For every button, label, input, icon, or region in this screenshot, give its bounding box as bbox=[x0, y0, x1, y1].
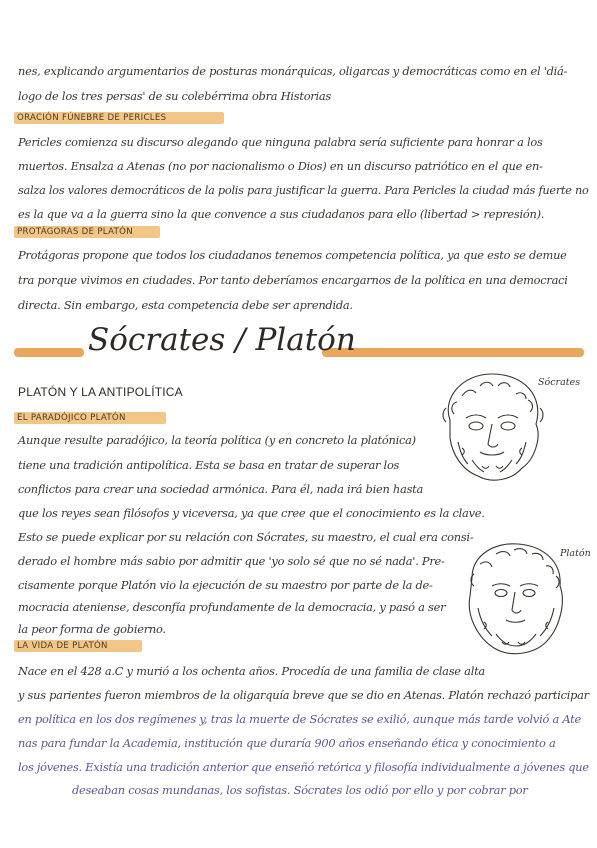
text-line: muertos. Ensalza a Atenas (no por nacionalismo o Dios) en un discurso patriótico en el que en- bbox=[18, 159, 543, 173]
text-line: Aunque resulte paradójico, la teoría política (y en concreto la platónica) bbox=[18, 433, 416, 447]
text-line: mocracia ateniense, desconfía profundamente de la democracia, y pasó a ser bbox=[18, 600, 446, 614]
section-label-protagoras: PROTÁGORAS DE PLATÓN bbox=[17, 227, 133, 237]
bust-label-socrates: Sócrates bbox=[538, 377, 581, 388]
bust-label-platon: Platón bbox=[560, 548, 591, 559]
text-line: nes, explicando argumentarios de posturas monárquicas, oligarcas y democráticas como en el 'diá- bbox=[18, 64, 568, 78]
text-line: logo de los tres persas' de su colebérrima obra Historias bbox=[18, 89, 332, 103]
text-line: tiene una tradición antipolítica. Esta se basa en tratar de superar los bbox=[18, 458, 400, 472]
section-label-vida: LA VIDA DE PLATÓN bbox=[17, 641, 108, 651]
platon-bust-drawing bbox=[456, 538, 574, 660]
socrates-bust-drawing bbox=[432, 368, 552, 486]
text-line: Protágoras propone que todos los ciudadanos tenemos competencia política, ya que esto se demue bbox=[18, 248, 567, 262]
text-line: Esto se puede explicar por su relación con Sócrates, su maestro, el cual era consi- bbox=[18, 530, 474, 544]
text-line: cisamente porque Platón vio la ejecución de su maestro por parte de la de- bbox=[18, 578, 433, 592]
text-line: que los reyes sean filósofos y viceversa, ya que cree que el conocimiento es la clave. bbox=[18, 506, 485, 520]
text-line: la peor forma de gobierno. bbox=[18, 622, 166, 636]
title-separator: / bbox=[235, 322, 246, 358]
text-line: Pericles comienza su discurso alegando que ninguna palabra sería suficiente para honrar a los bbox=[18, 135, 543, 149]
text-line: en política en los dos regímenes y, tras la muerte de Sócrates se exilió, aunque más tarde volvió a Ate bbox=[18, 712, 581, 726]
section-label-paradojico: EL PARADÓJICO PLATÓN bbox=[17, 413, 126, 423]
text-line: tra porque vivimos en ciudades. Por tanto deberíamos encargarnos de la política en una democraci bbox=[18, 273, 568, 287]
text-line: directa. Sin embargo, esta competencia debe ser aprendida. bbox=[18, 298, 353, 312]
text-line: Nace en el 428 a.C y murió a los ochenta años. Procedía de una familia de clase alta bbox=[18, 664, 485, 678]
title-bar-left bbox=[14, 348, 84, 357]
title-platon: Platón bbox=[255, 322, 356, 358]
text-line: derado el hombre más sabio por admitir que 'yo solo sé que no sé nada'. Pre- bbox=[18, 554, 445, 568]
text-line: es la que va a la guerra sino la que convence a sus ciudadanos para ello (libertad > represión). bbox=[18, 207, 545, 221]
text-line: conflictos para crear una sociedad armónica. Para él, nada irá bien hasta bbox=[18, 482, 424, 496]
text-line: nas para fundar la Academia, institución que duraría 900 años enseñando ética y conocimiento a bbox=[18, 736, 556, 750]
text-line: los jóvenes. Existía una tradición anterior que enseñó retórica y filosofía individualmente a jóvenes que bbox=[18, 760, 589, 774]
title-bar-right bbox=[322, 348, 584, 357]
text-line: y sus parientes fueron miembros de la oligarquía breve que se dio en Atenas. Platón rechazó participar bbox=[18, 688, 589, 702]
text-line: salza los valores democráticos de la polis para justificar la guerra. Para Pericles la ciudad más fuerte no bbox=[18, 183, 589, 197]
section-heading: PLATÓN Y LA ANTIPOLÍTICA bbox=[18, 385, 183, 399]
title-socrates: Sócrates bbox=[88, 322, 226, 358]
page-title bbox=[88, 322, 356, 358]
text-line: deseaban cosas mundanas, los sofistas. Sócrates los odió por ello y por cobrar por bbox=[72, 783, 528, 797]
section-label-oracion: ORACIÓN FÚNEBRE DE PERICLES bbox=[17, 113, 167, 123]
